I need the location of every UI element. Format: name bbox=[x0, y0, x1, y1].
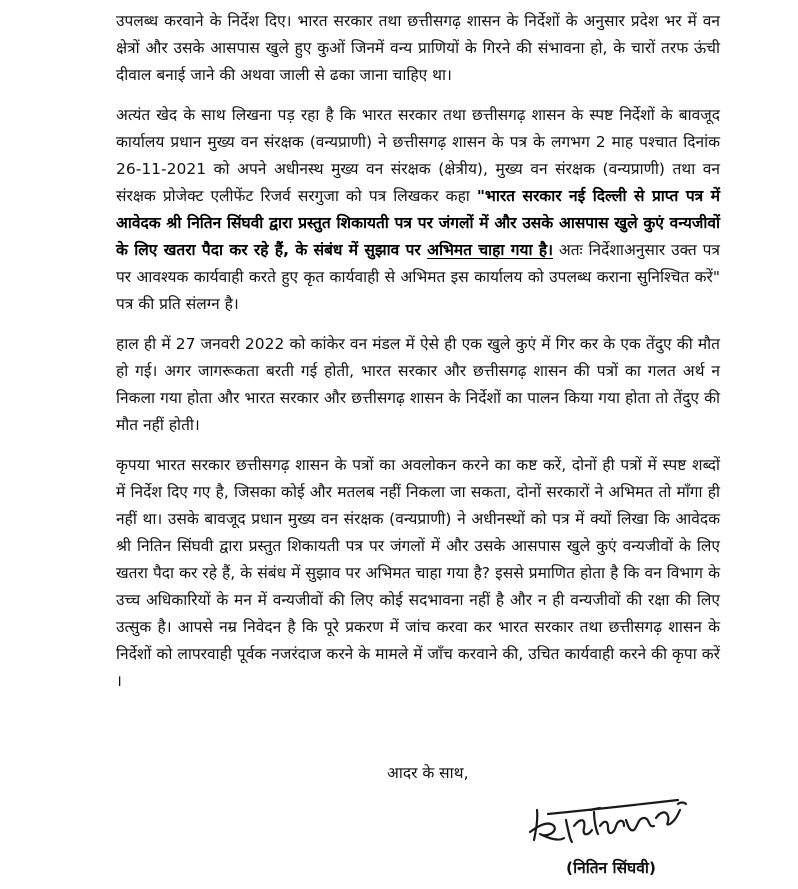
paragraph-2 bbox=[116, 102, 720, 318]
paragraph-2-quote-underlined: अभिमत चाहा गया है। bbox=[427, 241, 553, 259]
paragraph-4: कृपया भारत सरकार छत्तीसगढ़ शासन के पत्रों का अवलोकन करने का कष्ट करें, दोनों ही पत्रों में स्पष्ट शब्दों में निर्देश दिए गए है, जिसका कोई और मतलब नहीं निकला जा सकता, दोनों सरकारों ने अभिमत तो माँगा ही नहीं था। उसके बावजूद प्रधान मुख्य वन संरक्षक (वन्यप्राणी) ने अधीनस्थों को पत्र में क्यों लिखा कि आवेदक श्री नितिन सिंघवी द्वारा प्रस्तुत शिकायती पत्र पर जंगलों में और उसके आसपास खुले कुएं वन्यजीवों के लिए खतरा पैदा कर रहे हैं, के संबंध में सुझाव पर अभिमत चाहा गया है? इससे प्रमाणित होता है कि वन विभाग के उच्च अधिकारियों के मन में वन्यजीवों की लिए कोई सदभावना नहीं है और न ही वन्यजीवों की रक्षा की लिए उत्सुक है। आपसे नम्र निवेदन है कि पूरे प्रकरण में जांच करवा कर भारत सरकार तथा छत्तीसगढ़ शासन के निर्देशों को लापरवाही पूर्वक नजरंदाज करने के मामले में जाँच करवाने की, उचित कार्यवाही करने की कृपा करें । bbox=[116, 456, 720, 690]
paragraph-2-quote: "भारत सरकार नई दिल्ली से प्राप्त पत्र में आवेदक श्री नितिन सिंघवी द्वारा प्रस्तुत शिकायती पत्र पर जंगलों में और उसके आसपास खुले कुएं वन्यजीवों के लिए खतरा पैदा कर रहे हैं, के संबंध में सुझाव पर bbox=[116, 187, 720, 259]
paragraph-1: उपलब्ध करवाने के निर्देश दिए। भारत सरकार तथा छत्तीसगढ़ शासन के निर्देशों के अनुसार प्रदेश भर में वन क्षेत्रों और उसके आसपास खुले हुए कुओं जिनमें वन्य प्राणियों के गिरने की संभावना हो, के चारों तरफ ऊंची दीवाल बनाई जाने की अथवा जाली से ढका जाना चाहिए था। bbox=[116, 12, 720, 84]
signature-image bbox=[528, 790, 698, 852]
paragraph-2-rest: अतः निर्देशाअनुसार उक्त पत्र पर आवश्यक कार्यवाही करते हुए कृत कार्यवाही से अभिमत इस कार्यालय को उपलब्ध कराना सुनिश्चित करें" पत्र की प्रति संलग्न है। bbox=[116, 241, 720, 313]
signer-name: (नितिन सिंघवी) bbox=[566, 859, 656, 877]
paragraph-2-intro: अत्यंत खेद के साथ लिखना पड़ रहा है कि भारत सरकार तथा छत्तीसगढ़ शासन के स्पष्ट निर्देशों के बावजूद कार्यालय प्रधान मुख्य वन संरक्षक (वन्यप्राणी) ने छत्तीसगढ़ शासन के पत्र के लगभग 2 माह पश्चात दिनांक 26-11-2021 को अपने अधीनस्थ मुख्य वन संरक्षक (क्षेत्रीय), मुख्य वन संरक्षक (वन्यप्राणी) तथा वन संरक्षक प्रोजेक्ट एलीफेंट रिजर्व सरगुजा को पत्र लिखकर कहा bbox=[116, 106, 720, 205]
closing-salutation: आदर के साथ, bbox=[387, 764, 469, 782]
letter-body bbox=[116, 8, 720, 695]
paragraph-3: हाल ही में 27 जनवरी 2022 को कांकेर वन मंडल में ऐसे ही एक खुले कुएं में गिर कर के एक तेंदुए की मौत हो गई। अगर जागरूकता बरती गई होती, भारत सरकार और छत्तीसगढ़ शासन की पत्रों का गलत अर्थ न निकला गया होता और भारत सरकार और छत्तीसगढ़ शासन के निर्देशों का पालन किया गया होता तो तेंदुए की मौत नहीं होती। bbox=[116, 335, 720, 434]
